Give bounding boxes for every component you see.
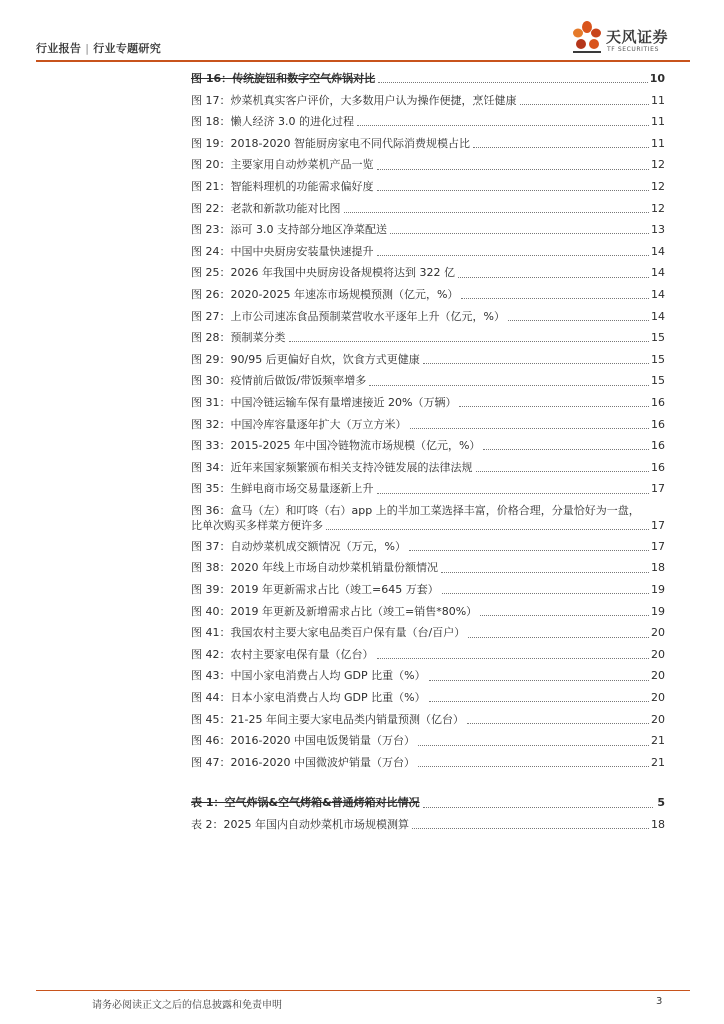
toc-entry-page: 21: [651, 734, 665, 748]
toc-entry-page: 17: [651, 482, 665, 496]
toc-entry[interactable]: [191, 687, 665, 709]
toc-entry-label: 图 21：智能料理机的功能需求偏好度: [191, 179, 374, 193]
toc-entry-label: 图 41：我国农村主要大家电品类百户保有量（台/百户）: [191, 626, 466, 640]
toc-entry-page: 20: [651, 691, 665, 705]
toc-entry-page: 18: [651, 818, 665, 831]
dot-leader: [390, 233, 649, 234]
toc-entry[interactable]: [191, 709, 665, 731]
toc-entry-label: 图 47：2016-2020 中国微波炉销量（万台）: [191, 755, 415, 769]
toc-entry-label: 图 29：90/95 后更偏好自炊，饮食方式更健康: [191, 352, 420, 366]
toc-entry-page: 15: [651, 352, 665, 366]
dot-leader: [459, 406, 649, 407]
toc-entry[interactable]: [191, 284, 665, 306]
dot-leader: [476, 471, 650, 472]
toc-entry[interactable]: [191, 133, 665, 155]
toc-entry[interactable]: [191, 241, 665, 263]
toc-entry-label: 图 33：2015-2025 年中国冷链物流市场规模（亿元，%）: [191, 439, 481, 453]
dot-leader: [458, 277, 649, 278]
table-of-contents: [191, 68, 665, 836]
toc-entry-label: 图 26：2020-2025 年速冻市场规模预测（亿元，%）: [191, 287, 459, 301]
toc-entry-label: 图 40：2019 年更新及新增需求占比（竣工=销售*80%）: [191, 604, 478, 618]
toc-entry-page: 14: [651, 287, 665, 301]
toc-entry-label: 图 20：主要家用自动炒菜机产品一览: [191, 158, 374, 172]
toc-entry-label: 图 19：2018-2020 智能厨房家电不同代际消费规模占比: [191, 136, 470, 150]
toc-entry-page: 17: [651, 518, 665, 532]
toc-entry-label: 图 18：懒人经济 3.0 的进化过程: [191, 115, 354, 129]
toc-entry-page: 11: [651, 115, 665, 129]
toc-entry[interactable]: [191, 536, 665, 558]
toc-entry-page: 10: [649, 72, 665, 85]
toc-entry-page: 12: [651, 158, 665, 172]
toc-entry-page: 18: [651, 561, 665, 575]
toc-entry-page: 15: [651, 374, 665, 388]
toc-entry[interactable]: [191, 457, 665, 479]
dot-leader: [441, 572, 649, 573]
dot-leader: [418, 766, 649, 767]
toc-entry-page: 12: [651, 201, 665, 215]
section-gap: [191, 773, 665, 792]
toc-entry-page: 17: [651, 539, 665, 553]
page-number: 3: [656, 996, 663, 1007]
logo-chinese-name: 天风证券: [606, 28, 669, 46]
toc-entry-label: 图 36：盒马（左）和叮咚（右）app 上的半加工菜选择丰富，价格合理，分量恰好为一盘，: [191, 503, 640, 517]
toc-entry[interactable]: [191, 500, 665, 536]
dot-leader: [480, 615, 649, 616]
toc-entry-page: 16: [651, 439, 665, 453]
toc-entry-label: 图 43：中国小家电消费占人均 GDP 比重（%）: [191, 669, 426, 683]
page-header: [0, 0, 724, 66]
toc-entry-label: 图 35：生鲜电商市场交易量逐新上升: [191, 482, 374, 496]
dot-leader: [423, 807, 653, 808]
toc-entry[interactable]: [191, 622, 665, 644]
dot-leader: [377, 493, 650, 494]
toc-entry-page: 16: [651, 460, 665, 474]
toc-entry-label: 图 28：预制菜分类: [191, 331, 286, 345]
toc-entry[interactable]: [191, 111, 665, 133]
dot-leader: [344, 212, 650, 213]
toc-entry-page: 11: [651, 136, 665, 150]
toc-entry[interactable]: [191, 219, 665, 241]
dot-leader: [483, 449, 649, 450]
toc-entry-page: 16: [651, 395, 665, 409]
toc-entry[interactable]: [191, 306, 665, 328]
toc-entry-label: 图 34：近年来国家频繁颁布相关支持冷链发展的法律法规: [191, 460, 473, 474]
logo-english-name: TF SECURITIES: [607, 46, 659, 53]
company-logo: [570, 20, 690, 60]
toc-entry-page: 12: [651, 179, 665, 193]
toc-entry[interactable]: [191, 579, 665, 601]
dot-leader: [508, 320, 649, 321]
toc-entry-page: 19: [651, 604, 665, 618]
toc-entry[interactable]: [191, 68, 665, 90]
dot-leader: [442, 593, 649, 594]
dot-leader: [429, 701, 649, 702]
dot-leader: [429, 680, 649, 681]
toc-entry[interactable]: [191, 176, 665, 198]
toc-entry-label: 图 45：21-25 年间主要大家电品类内销量预测（亿台）: [191, 712, 464, 726]
toc-entry[interactable]: [191, 730, 665, 752]
toc-entry-page: 19: [651, 583, 665, 597]
toc-entry[interactable]: [191, 262, 665, 284]
toc-entry[interactable]: [191, 392, 665, 414]
toc-entry-page: 5: [657, 796, 665, 810]
toc-entry-label: 表 2：2025 年国内自动炒菜机市场规模测算: [191, 818, 409, 831]
toc-entry[interactable]: [191, 90, 665, 112]
toc-entry-label: 图 44：日本小家电消费占人均 GDP 比重（%）: [191, 691, 426, 705]
toc-entry-label-continued: 比单次购买多样菜方便许多: [191, 518, 323, 532]
toc-entry-page: 13: [651, 223, 665, 237]
header-divider: [36, 60, 690, 62]
toc-entry[interactable]: [191, 327, 665, 349]
category-label: 行业报告: [36, 42, 82, 55]
dot-leader: [423, 363, 649, 364]
table-list: [191, 792, 665, 835]
dot-leader: [461, 298, 649, 299]
toc-entry[interactable]: [191, 752, 665, 774]
toc-entry[interactable]: [191, 349, 665, 371]
toc-entry-label: 图 27：上市公司速冻食品预制菜营收水平逐年上升（亿元，%）: [191, 309, 505, 323]
toc-entry-page: 20: [651, 712, 665, 726]
toc-entry[interactable]: [191, 644, 665, 666]
toc-entry[interactable]: [191, 478, 665, 500]
toc-entry-label: 图 24：中国中央厨房安装量快速提升: [191, 244, 374, 258]
report-category: [36, 40, 161, 56]
dot-leader: [326, 529, 649, 530]
dot-leader: [377, 255, 650, 256]
toc-entry[interactable]: [191, 154, 665, 176]
subcategory-label: 行业专题研究: [93, 42, 162, 55]
toc-entry-label: 图 37：自动炒菜机成交额情况（万元，%）: [191, 539, 406, 553]
dot-leader: [520, 104, 650, 105]
category-separator: |: [85, 42, 90, 55]
toc-entry-label: 图 30：疫情前后做饭/带饭频率增多: [191, 374, 367, 388]
toc-entry-page: 15: [651, 331, 665, 345]
toc-entry[interactable]: [191, 665, 665, 687]
dot-leader: [468, 637, 649, 638]
toc-entry[interactable]: [191, 435, 665, 457]
toc-entry[interactable]: [191, 792, 665, 814]
toc-entry[interactable]: [191, 198, 665, 220]
toc-entry-page: 14: [651, 266, 665, 280]
dot-leader: [377, 190, 650, 191]
dot-leader: [412, 828, 649, 829]
toc-entry-page: 20: [651, 647, 665, 661]
toc-entry-label: 图 46：2016-2020 中国电饭煲销量（万台）: [191, 734, 415, 748]
dot-leader: [378, 82, 648, 83]
toc-entry[interactable]: [191, 814, 665, 836]
dot-leader: [409, 550, 649, 551]
footer-disclaimer: 请务必阅读正文之后的信息披露和免责申明: [92, 1000, 282, 1011]
toc-entry-label: 图 32：中国冷库容量逐年扩大（万立方米）: [191, 417, 407, 431]
toc-entry-label: 图 22：老款和新款功能对比图: [191, 201, 341, 215]
toc-entry-label: 表 1：空气炸锅&空气烤箱&普通烤箱对比情况: [191, 796, 420, 810]
dot-leader: [467, 723, 649, 724]
flower-logo-icon: [570, 20, 604, 56]
toc-entry-label: 图 16：传统旋钮和数字空气炸锅对比: [191, 72, 376, 85]
dot-leader: [418, 745, 649, 746]
dot-leader: [473, 147, 649, 148]
toc-entry-page: 16: [651, 417, 665, 431]
toc-entry-label: 图 17：炒菜机真实客户评价，大多数用户认为操作便捷，烹饪健康: [191, 93, 517, 107]
toc-entry-label: 图 23：添可 3.0 支持部分地区净菜配送: [191, 223, 387, 237]
toc-entry[interactable]: [191, 601, 665, 623]
toc-entry-page: 20: [651, 669, 665, 683]
toc-entry-page: 14: [651, 244, 665, 258]
toc-entry[interactable]: [191, 414, 665, 436]
toc-entry-page: 20: [651, 626, 665, 640]
toc-entry[interactable]: [191, 557, 665, 579]
toc-entry-label: 图 25：2026 年我国中央厨房设备规模将达到 322 亿: [191, 266, 455, 280]
toc-entry[interactable]: [191, 370, 665, 392]
dot-leader: [369, 385, 649, 386]
dot-leader: [289, 341, 650, 342]
dot-leader: [410, 428, 650, 429]
dot-leader: [357, 125, 649, 126]
toc-entry-label: 图 38：2020 年线上市场自动炒菜机销量份额情况: [191, 561, 438, 575]
dot-leader: [377, 658, 650, 659]
toc-entry-page: 21: [651, 755, 665, 769]
dot-leader: [377, 169, 650, 170]
toc-entry-page: 11: [651, 93, 665, 107]
figure-list: [191, 68, 665, 773]
toc-entry-page: 14: [651, 309, 665, 323]
footer-divider: [36, 990, 690, 991]
toc-entry-label: 图 31：中国冷链运输车保有量增速接近 20%（万辆）: [191, 395, 457, 409]
toc-entry-label: 图 42：农村主要家电保有量（亿台）: [191, 647, 374, 661]
toc-entry-label: 图 39：2019 年更新需求占比（竣工=645 万套）: [191, 583, 439, 597]
